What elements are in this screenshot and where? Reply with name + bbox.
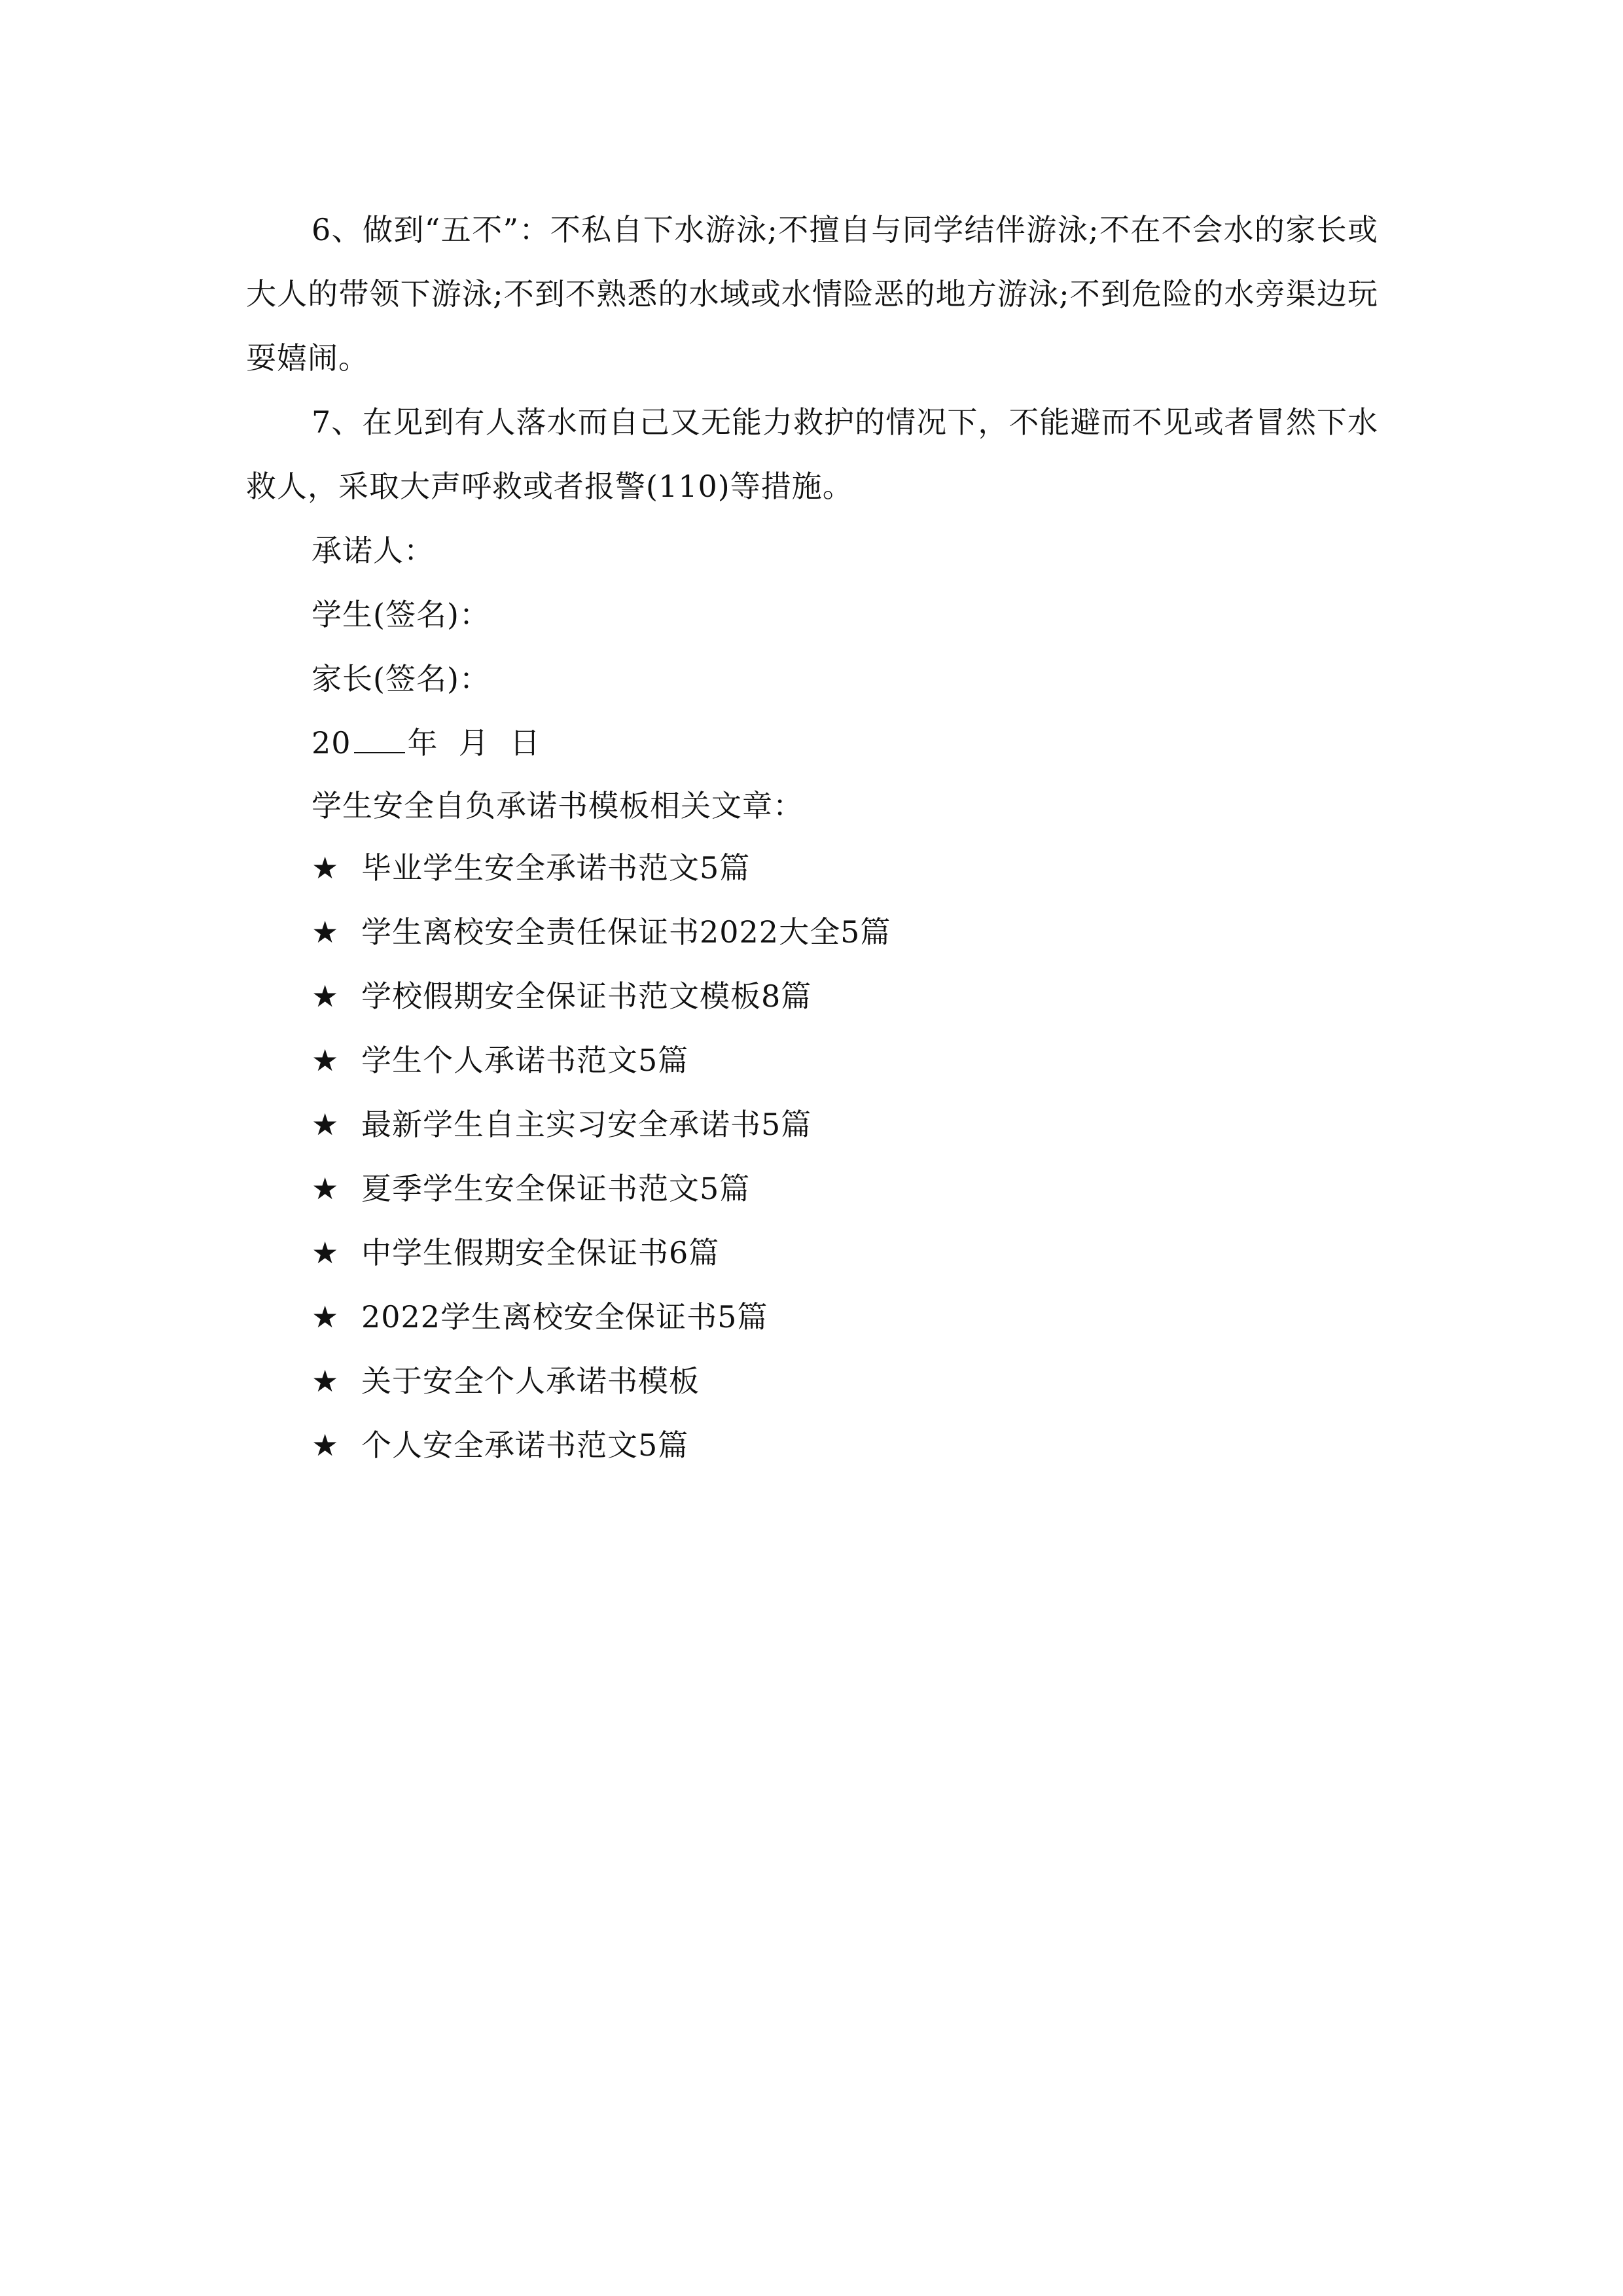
star-icon: ★ [312, 1363, 340, 1399]
related-article-title[interactable]: 中学生假期安全保证书6篇 [361, 1235, 720, 1270]
parent-signature-label: 家长(签名)： [312, 661, 490, 696]
related-article-title[interactable]: 个人安全承诺书范文5篇 [361, 1427, 689, 1463]
related-article-title[interactable]: 学校假期安全保证书范文模板8篇 [361, 978, 812, 1014]
star-icon: ★ [312, 1107, 340, 1142]
related-article-link[interactable] [312, 836, 891, 900]
star-icon: ★ [312, 1171, 340, 1206]
related-article-title[interactable]: 最新学生自主实习安全承诺书5篇 [361, 1107, 812, 1142]
related-article-link[interactable] [312, 1157, 891, 1221]
date-suffix: 年 月 日 [407, 725, 541, 761]
paragraph-rule-7: 7、在见到有人落水而自己又无能力救护的情况下，不能避而不见或者冒然下水救人，采取大声呼救或者报警(110)等措施。 [246, 404, 1378, 504]
related-article-link[interactable] [312, 964, 891, 1028]
date-blank [354, 728, 405, 753]
related-article-title[interactable]: 学生个人承诺书范文5篇 [361, 1043, 689, 1078]
star-icon: ★ [312, 978, 340, 1014]
date-prefix: 20 [312, 725, 351, 761]
related-article-title[interactable]: 2022学生离校安全保证书5篇 [361, 1299, 768, 1335]
related-article-title[interactable]: 毕业学生安全承诺书范文5篇 [361, 850, 751, 886]
related-articles-list [312, 836, 891, 1477]
related-article-title[interactable]: 关于安全个人承诺书模板 [361, 1363, 700, 1399]
date-line [312, 711, 541, 775]
star-icon: ★ [312, 1427, 340, 1463]
student-signature-label: 学生(签名)： [312, 597, 490, 632]
related-article-title[interactable]: 学生离校安全责任保证书2022大全5篇 [361, 914, 891, 950]
related-article-link[interactable] [312, 1028, 891, 1092]
paragraph-rule-6: 6、做到“五不”：不私自下水游泳;不擅自与同学结伴游泳;不在不会水的家长或大人的带领下游泳;不到不熟悉的水域或水情险恶的地方游泳;不到危险的水旁渠边玩耍嬉闹。 [246, 212, 1378, 376]
related-article-link[interactable] [312, 1413, 891, 1477]
star-icon: ★ [312, 1235, 340, 1270]
promiser-label: 承诺人： [312, 533, 435, 568]
related-article-title[interactable]: 夏季学生安全保证书范文5篇 [361, 1171, 751, 1206]
related-articles-title: 学生安全自负承诺书模板相关文章： [312, 788, 804, 823]
related-article-link[interactable] [312, 1349, 891, 1413]
star-icon: ★ [312, 850, 340, 886]
related-article-link[interactable] [312, 1285, 891, 1349]
related-article-link[interactable] [312, 900, 891, 964]
related-article-link[interactable] [312, 1092, 891, 1157]
star-icon: ★ [312, 914, 340, 950]
star-icon: ★ [312, 1043, 340, 1078]
star-icon: ★ [312, 1299, 340, 1335]
related-article-link[interactable] [312, 1221, 891, 1285]
